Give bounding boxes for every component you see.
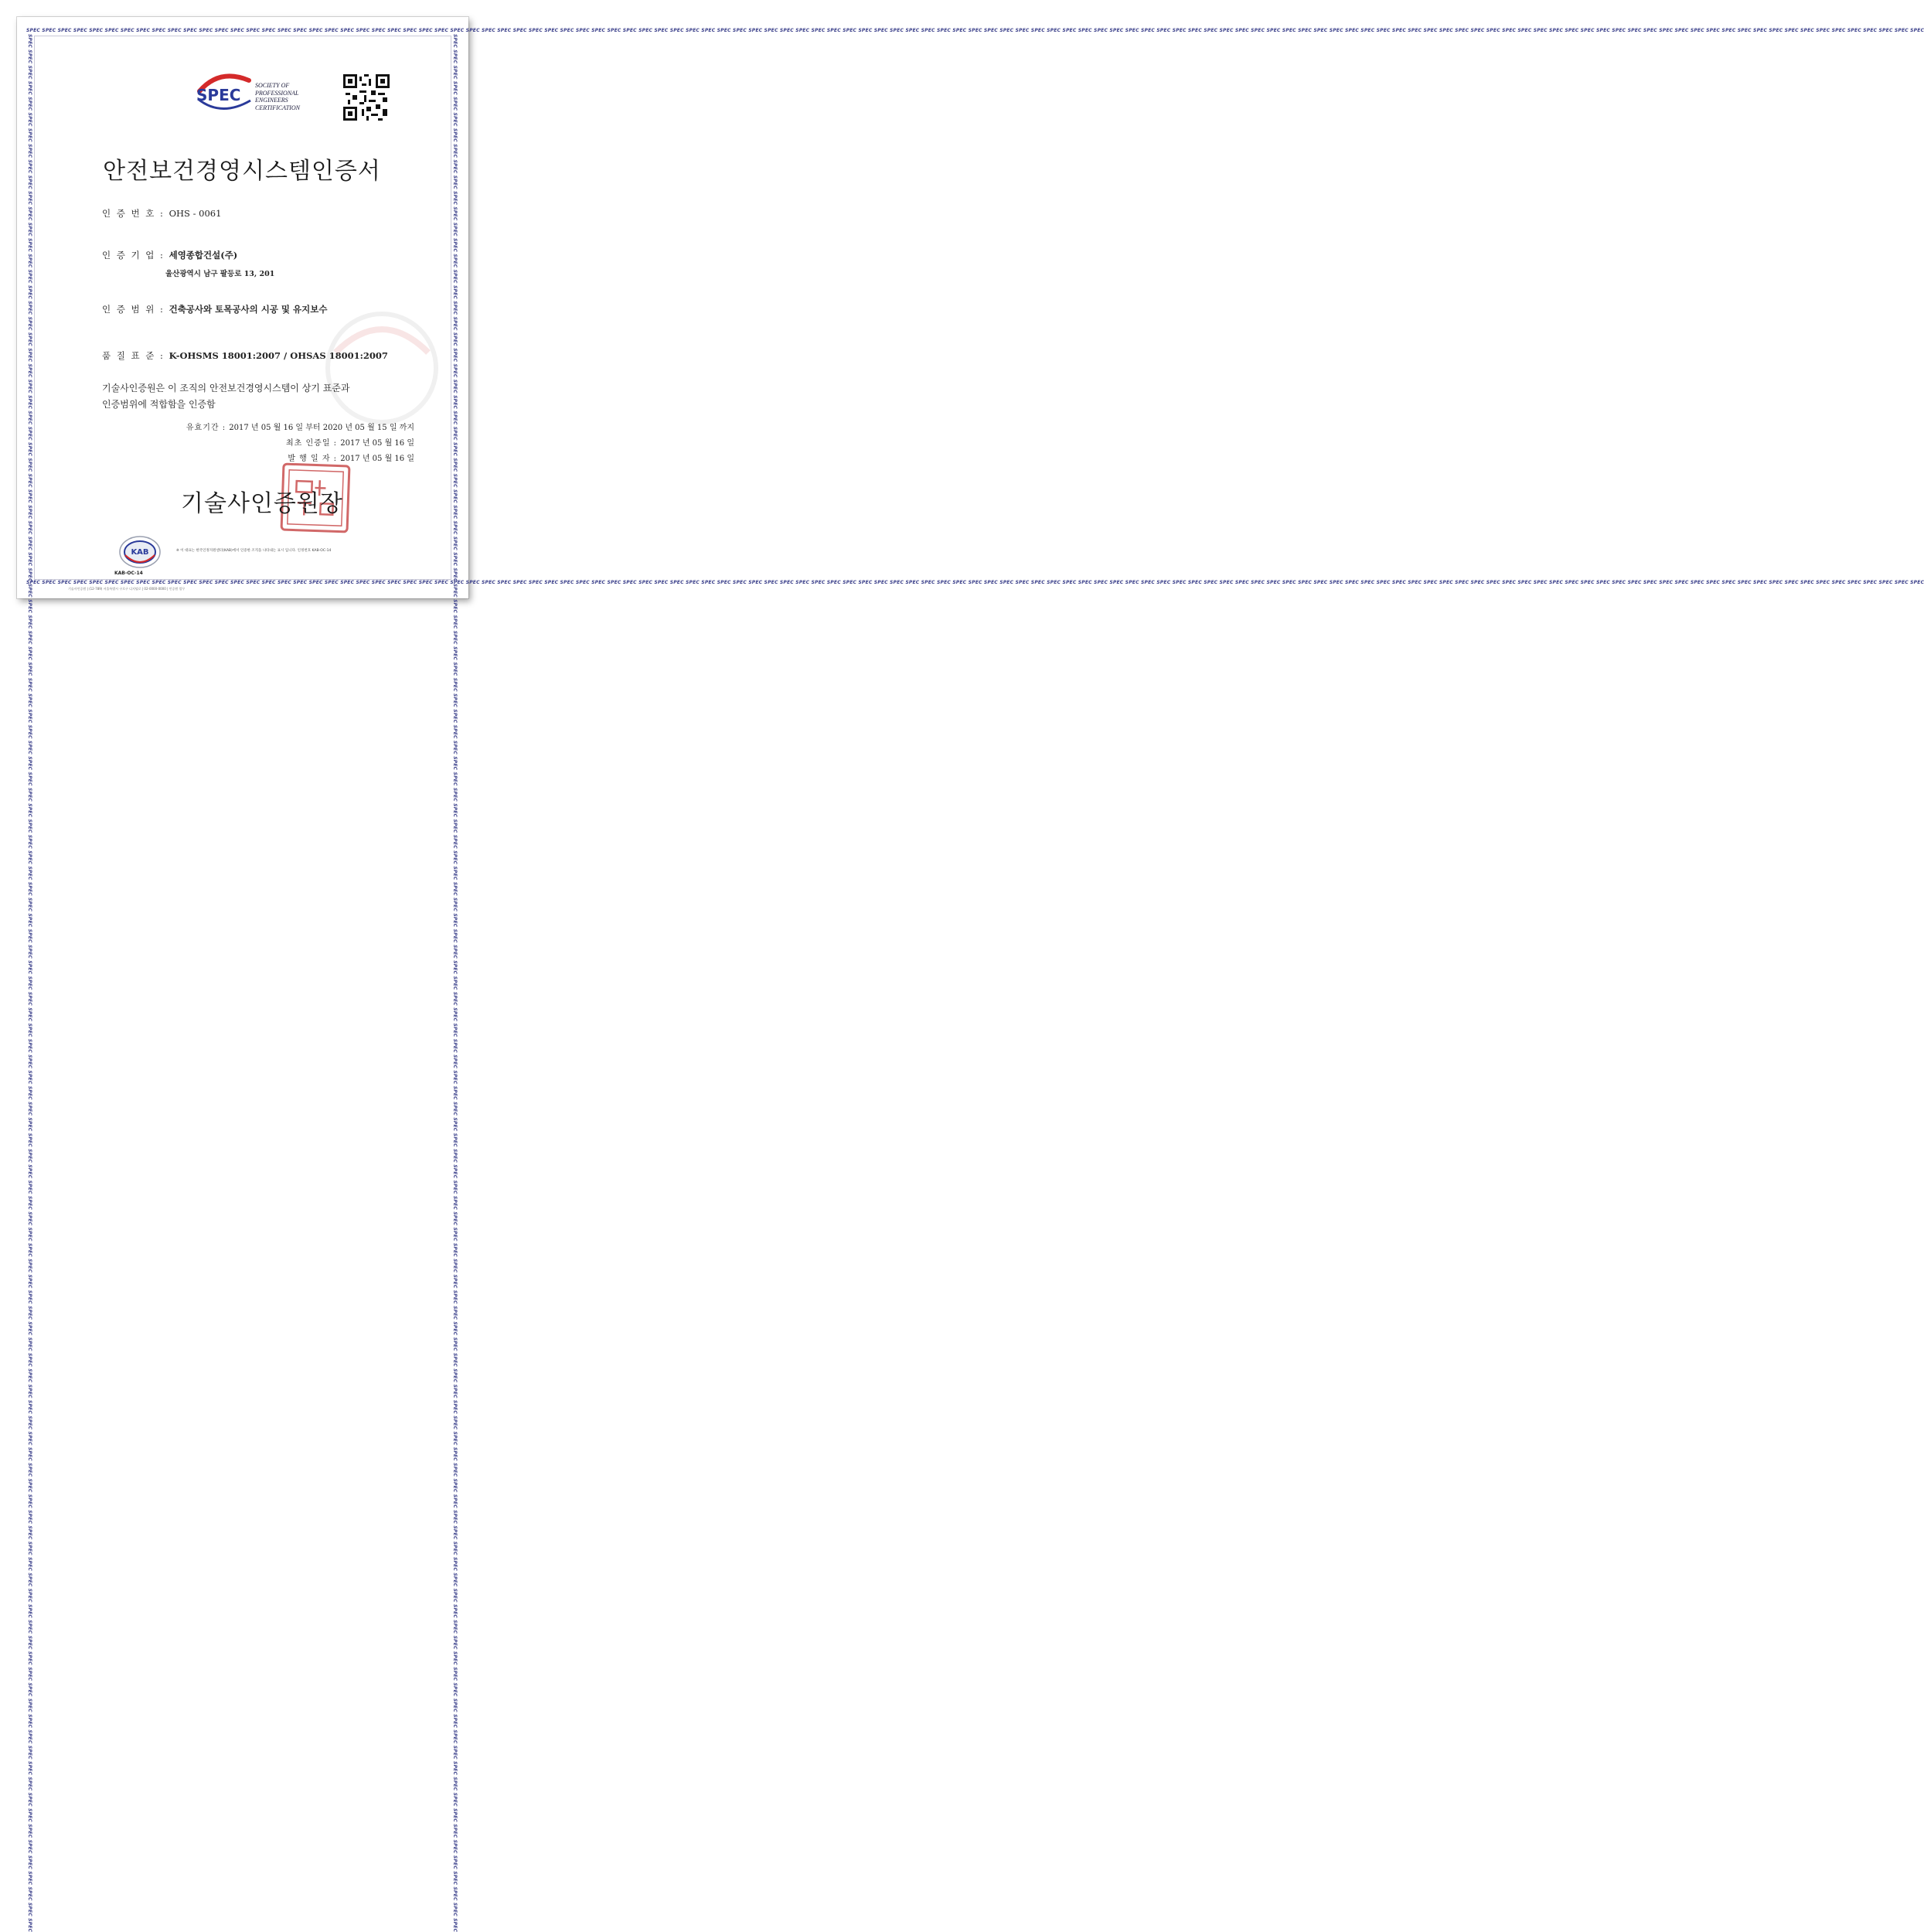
spec-logo-icon bbox=[193, 68, 255, 118]
issue-date-value: 2017 년 05 월 16 일 bbox=[340, 455, 414, 463]
scope-row bbox=[102, 303, 327, 315]
kab-logo-mark: KAB bbox=[131, 548, 149, 557]
company-name: 세영종합건설(주) bbox=[169, 250, 238, 261]
society-line-2: PROFESSIONAL bbox=[255, 89, 299, 97]
border-pattern-left: SPEC SPEC SPEC SPEC SPEC SPEC SPEC SPEC SPEC SPEC SPEC SPEC SPEC SPEC SPEC SPEC SPEC SPEC SPEC SPEC SPEC SPEC SPEC SPEC SPEC SPEC SPEC SPEC SPEC SPEC SPEC SPEC SPEC SPEC SPEC SPEC SPEC SPEC SPEC SPEC SPEC SPEC SPEC SPEC SPEC SPEC SPEC SPEC SPEC SPEC SPEC SPEC SPEC SPEC SPEC SPEC SPEC SPEC SPEC SPEC SPEC SPEC SPEC SPEC SPEC SPEC SPEC SPEC SPEC SPEC SPEC SPEC SPEC SPEC SPEC SPEC SPEC SPEC SPEC SPEC SPEC SPEC SPEC SPEC SPEC SPEC SPEC SPEC SPEC SPEC SPEC SPEC SPEC SPEC SPEC SPEC SPEC SPEC SPEC SPEC SPEC SPEC SPEC SPEC SPEC SPEC SPEC SPEC SPEC SPEC SPEC SPEC SPEC SPEC SPEC SPEC SPEC SPEC SPEC SPEC SPEC bbox=[27, 34, 32, 1932]
company-row bbox=[102, 249, 237, 261]
standard-row bbox=[102, 349, 388, 362]
issue-date-row bbox=[288, 451, 414, 463]
issuer-name: 기술사인증원장 bbox=[181, 490, 343, 517]
cert-number-row bbox=[102, 207, 221, 220]
certificate bbox=[26, 28, 1924, 1932]
kab-code: KAB-OC-14 bbox=[114, 571, 143, 576]
validity-row bbox=[186, 421, 414, 432]
border-pattern-bottom: SPEC SPEC SPEC SPEC SPEC SPEC SPEC SPEC SPEC SPEC SPEC SPEC SPEC SPEC SPEC SPEC SPEC SPEC SPEC SPEC SPEC SPEC SPEC SPEC SPEC SPEC SPEC SPEC SPEC SPEC SPEC SPEC SPEC SPEC SPEC SPEC SPEC SPEC SPEC SPEC SPEC SPEC SPEC SPEC SPEC SPEC SPEC SPEC SPEC SPEC SPEC SPEC SPEC SPEC SPEC SPEC SPEC SPEC SPEC SPEC SPEC SPEC SPEC SPEC SPEC SPEC SPEC SPEC SPEC SPEC SPEC SPEC SPEC SPEC SPEC SPEC SPEC SPEC SPEC SPEC SPEC SPEC SPEC SPEC SPEC SPEC SPEC SPEC SPEC SPEC SPEC SPEC SPEC SPEC SPEC SPEC SPEC SPEC SPEC SPEC SPEC SPEC SPEC SPEC SPEC SPEC SPEC SPEC SPEC SPEC SPEC SPEC SPEC SPEC SPEC SPEC SPEC SPEC SPEC SPEC SPEC bbox=[26, 580, 1924, 585]
society-line-4: CERTIFICATION bbox=[255, 104, 300, 111]
footer-note: 기술사인증원 | (12-789) 서울특별시 구로구 디지털로 | 02-0000-0000 | 인증원 업무 bbox=[68, 587, 186, 591]
scope-value: 건축공사와 토목공사의 시공 및 유지보수 bbox=[169, 304, 328, 315]
standard-value: K-OHSMS 18001:2007 / OHSAS 18001:2007 bbox=[169, 350, 388, 361]
cert-number-label: 인 증 번 호 : bbox=[102, 208, 169, 219]
company-label: 인 증 기 업 : bbox=[102, 250, 169, 261]
certificate-frame bbox=[17, 17, 1924, 1932]
issue-date-label: 발 행 일 자 : bbox=[288, 455, 341, 463]
border-pattern-right: SPEC SPEC SPEC SPEC SPEC SPEC SPEC SPEC SPEC SPEC SPEC SPEC SPEC SPEC SPEC SPEC SPEC SPEC SPEC SPEC SPEC SPEC SPEC SPEC SPEC SPEC SPEC SPEC SPEC SPEC SPEC SPEC SPEC SPEC SPEC SPEC SPEC SPEC SPEC SPEC SPEC SPEC SPEC SPEC SPEC SPEC SPEC SPEC SPEC SPEC SPEC SPEC SPEC SPEC SPEC SPEC SPEC SPEC SPEC SPEC SPEC SPEC SPEC SPEC SPEC SPEC SPEC SPEC SPEC SPEC SPEC SPEC SPEC SPEC SPEC SPEC SPEC SPEC SPEC SPEC SPEC SPEC SPEC SPEC SPEC SPEC SPEC SPEC SPEC SPEC SPEC SPEC SPEC SPEC SPEC SPEC SPEC SPEC SPEC SPEC SPEC SPEC SPEC SPEC SPEC SPEC SPEC SPEC SPEC SPEC SPEC SPEC SPEC SPEC SPEC SPEC SPEC SPEC SPEC SPEC SPEC bbox=[452, 34, 458, 1932]
first-cert-label: 최초 인증일 : bbox=[286, 439, 341, 448]
validity-label: 유효기간 : bbox=[186, 424, 230, 432]
border-pattern-top: SPEC SPEC SPEC SPEC SPEC SPEC SPEC SPEC SPEC SPEC SPEC SPEC SPEC SPEC SPEC SPEC SPEC SPEC SPEC SPEC SPEC SPEC SPEC SPEC SPEC SPEC SPEC SPEC SPEC SPEC SPEC SPEC SPEC SPEC SPEC SPEC SPEC SPEC SPEC SPEC SPEC SPEC SPEC SPEC SPEC SPEC SPEC SPEC SPEC SPEC SPEC SPEC SPEC SPEC SPEC SPEC SPEC SPEC SPEC SPEC SPEC SPEC SPEC SPEC SPEC SPEC SPEC SPEC SPEC SPEC SPEC SPEC SPEC SPEC SPEC SPEC SPEC SPEC SPEC SPEC SPEC SPEC SPEC SPEC SPEC SPEC SPEC SPEC SPEC SPEC SPEC SPEC SPEC SPEC SPEC SPEC SPEC SPEC SPEC SPEC SPEC SPEC SPEC SPEC SPEC SPEC SPEC SPEC SPEC SPEC SPEC SPEC SPEC SPEC SPEC SPEC SPEC SPEC SPEC SPEC SPEC bbox=[26, 28, 1924, 33]
standard-label: 품 질 표 준 : bbox=[102, 350, 169, 361]
statement-line-2: 인증범위에 적합함을 인증함 bbox=[102, 399, 216, 410]
certificate-title: 안전보건경영시스템인증서 bbox=[103, 158, 381, 185]
kab-note: ※ 이 대표는 한국인정지원센터(KAB)에서 인증한 조직을 나타내는 표시 입니다. 인정번호 KAB-OC-14 bbox=[176, 549, 332, 553]
first-cert-row bbox=[286, 436, 414, 448]
certification-statement bbox=[102, 380, 427, 413]
society-line-3: ENGINEERS bbox=[255, 97, 288, 104]
spec-logo-mark: SPEC bbox=[196, 86, 241, 104]
scope-label: 인 증 범 위 : bbox=[102, 304, 169, 315]
cert-number-value: OHS - 0061 bbox=[169, 208, 222, 219]
validity-value: 2017 년 05 월 16 일 부터 2020 년 05 월 15 일 까지 bbox=[229, 424, 414, 432]
first-cert-value: 2017 년 05 월 16 일 bbox=[340, 439, 414, 448]
statement-line-1: 기술사인증원은 이 조직의 안전보건경영시스템이 상기 표준과 bbox=[102, 383, 350, 394]
company-address: 울산광역시 남구 팔등로 13, 201 bbox=[165, 270, 275, 278]
society-name bbox=[255, 82, 325, 111]
qr-code-icon bbox=[343, 74, 390, 121]
spec-logo bbox=[193, 68, 325, 118]
society-line-1: SOCIETY OF bbox=[255, 82, 290, 89]
